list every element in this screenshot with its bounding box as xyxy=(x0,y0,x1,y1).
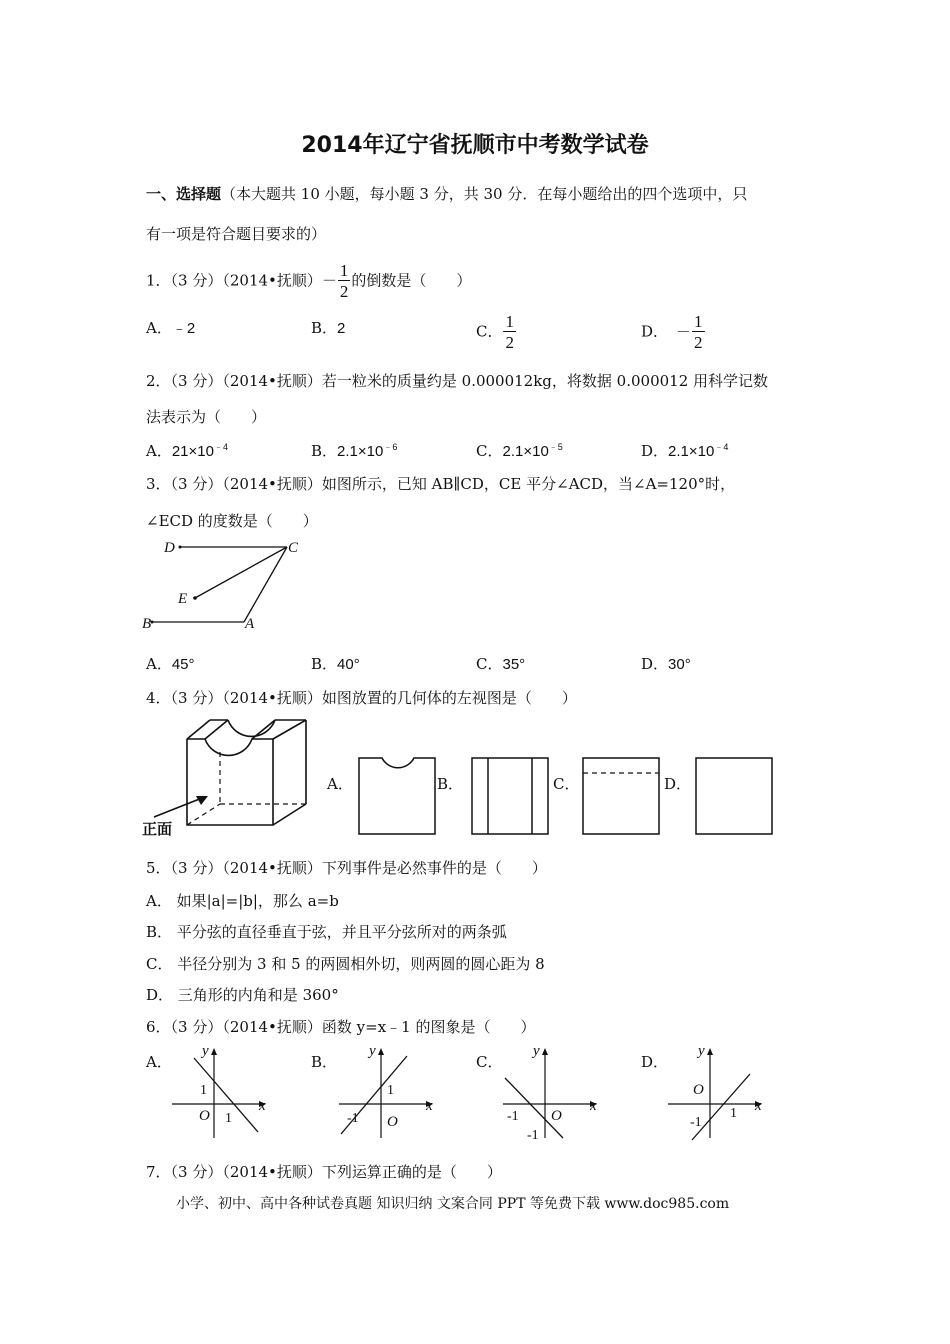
question-3-line-1: 3．（3 分）（2014•抚顺）如图所示，已知 AB∥CD，CE 平分∠ACD，当∠A=120°时， xyxy=(146,475,736,493)
label-d: D xyxy=(164,540,175,556)
view-outline xyxy=(472,758,548,834)
option-label: C． xyxy=(476,442,503,460)
label-c: C xyxy=(288,540,299,556)
q1-frac-den: 2 xyxy=(339,282,349,301)
question-7-line-1: 7．（3 分）（2014•抚顺）下列运算正确的是（ ） xyxy=(146,1163,502,1181)
frac-den: 2 xyxy=(505,333,514,352)
q2-option-b[interactable] xyxy=(311,440,397,461)
q1-fraction xyxy=(338,262,351,300)
label-a: A xyxy=(245,616,255,632)
q6-option-a-graph[interactable] xyxy=(170,1042,280,1142)
q4-option-d-label[interactable]: D． xyxy=(664,775,692,793)
axis-y-label: y xyxy=(533,1043,540,1059)
point-d xyxy=(179,546,182,549)
q6-option-b-graph[interactable] xyxy=(337,1042,447,1142)
q3-option-a[interactable] xyxy=(146,653,195,674)
y-axis-arrow xyxy=(707,1048,713,1055)
axis-y-label: y xyxy=(202,1043,209,1059)
question-5-line-1: 5．（3 分）（2014•抚顺）下列事件是必然事件的是（ ） xyxy=(146,859,547,877)
option-exp: ﹣4 xyxy=(213,442,228,452)
q2-option-c[interactable] xyxy=(476,440,563,461)
section-head: 一、选择题 xyxy=(146,185,222,203)
page-title: 2014年辽宁省抚顺市中考数学试卷 xyxy=(301,133,649,158)
view-outline xyxy=(696,758,772,834)
tick-x-neg1: -1 xyxy=(507,1109,519,1124)
origin-label: O xyxy=(387,1114,398,1130)
option-label: D． xyxy=(641,442,669,460)
q4-option-b-label[interactable]: B． xyxy=(437,775,464,793)
tick-y-neg1: -1 xyxy=(690,1115,702,1130)
q1-neg: － xyxy=(321,271,337,290)
q6-option-c-label[interactable]: C． xyxy=(476,1053,503,1071)
axis-y-label: y xyxy=(369,1043,376,1059)
option-text: 2 xyxy=(337,320,346,337)
question-2-line-1: 2．（3 分）（2014•抚顺）若一粒米的质量约是 0.000012kg，将数据 0.000012 用科学记数 xyxy=(146,372,769,390)
q2-option-d[interactable] xyxy=(641,440,728,461)
question-6-line-1: 6．（3 分）（2014•抚顺）函数 y=x﹣1 的图象是（ ） xyxy=(146,1018,536,1036)
frac-num: 1 xyxy=(694,312,703,331)
y-axis-arrow xyxy=(211,1048,217,1055)
q6-option-c-graph[interactable] xyxy=(501,1042,611,1142)
q5-option-c[interactable]: C． 半径分别为 3 和 5 的两圆相外切，则两圆的圆心距为 8 xyxy=(146,955,545,973)
option-label: B． xyxy=(311,655,338,673)
axis-x-label: x xyxy=(590,1098,597,1114)
q3-figure xyxy=(140,535,310,635)
origin-label: O xyxy=(199,1108,210,1124)
y-axis-arrow xyxy=(378,1048,384,1055)
q3-option-b[interactable] xyxy=(311,653,360,674)
q2-option-a[interactable] xyxy=(146,440,228,461)
q1-d-fraction xyxy=(692,313,705,351)
option-label: B． xyxy=(311,442,338,460)
back-notch xyxy=(228,720,275,736)
option-label: B． xyxy=(311,319,338,337)
label-e: E xyxy=(178,591,188,607)
view-outline xyxy=(583,758,659,834)
q1-suffix: 的倒数是（ ） xyxy=(351,271,472,290)
option-label: D． xyxy=(641,322,669,341)
option-label: A． xyxy=(146,319,172,337)
option-exp: ﹣4 xyxy=(714,442,729,452)
question-3-line-2: ∠ECD 的度数是（ ） xyxy=(146,512,318,530)
edge xyxy=(273,720,306,739)
tick-x-1: 1 xyxy=(225,1111,232,1126)
point-e xyxy=(193,596,197,600)
option-exp: ﹣5 xyxy=(548,442,563,452)
frac-num: 1 xyxy=(505,312,514,331)
q1-option-c[interactable] xyxy=(476,313,517,351)
frac-den: 2 xyxy=(694,333,703,352)
page-footer: 小学、初中、高中各种试卷真题 知识归纳 文案合同 PPT 等免费下载 www.doc985.com xyxy=(176,1196,730,1212)
q6-option-d-graph[interactable] xyxy=(666,1042,776,1142)
option-text: 30° xyxy=(668,656,691,673)
question-4-line-1: 4．（3 分）（2014•抚顺）如图放置的几何体的左视图是（ ） xyxy=(146,689,577,707)
tick-x-neg1: -1 xyxy=(347,1111,359,1126)
axis-x-label: x xyxy=(259,1098,266,1114)
q3-option-c[interactable] xyxy=(476,653,525,674)
option-exp: ﹣6 xyxy=(383,442,398,452)
option-label: C． xyxy=(476,655,503,673)
line-ec xyxy=(195,547,287,598)
view-arrow xyxy=(154,798,202,817)
axis-y-label: y xyxy=(698,1043,705,1059)
q5-option-d[interactable]: D． 三角形的内角和是 360° xyxy=(146,986,339,1004)
q1-option-b[interactable] xyxy=(311,317,345,338)
question-2-line-2: 法表示为（ ） xyxy=(146,408,267,426)
neg-sign: － xyxy=(676,322,692,341)
edge xyxy=(187,720,210,739)
label-b: B xyxy=(142,616,152,632)
option-label: C． xyxy=(476,322,503,341)
origin-label: O xyxy=(693,1082,704,1098)
q4-option-a-figure[interactable] xyxy=(358,757,438,837)
edge xyxy=(205,720,228,739)
q6-option-b-label[interactable]: B． xyxy=(311,1053,338,1071)
tick-x-1: 1 xyxy=(730,1106,737,1121)
q1-option-d[interactable] xyxy=(641,313,706,351)
q4-option-c-label[interactable]: C． xyxy=(553,775,580,793)
front-label: 正面 xyxy=(142,820,173,838)
q6-option-a-label[interactable]: A． xyxy=(146,1053,172,1071)
edge xyxy=(273,804,306,825)
q4-option-b-figure[interactable] xyxy=(471,757,551,837)
tick-y-1: 1 xyxy=(200,1083,207,1098)
q5-option-a[interactable]: A． 如果|a|=|b|，那么 a=b xyxy=(146,892,339,910)
axis-x-label: x xyxy=(755,1098,762,1114)
option-text: 35° xyxy=(502,656,526,673)
axis-x-label: x xyxy=(426,1098,433,1114)
section-desc-2: 有一项是符合题目要求的） xyxy=(146,225,327,243)
option-text: 40° xyxy=(337,656,360,673)
front-face xyxy=(187,739,273,825)
option-base: 2.1×10 xyxy=(337,443,384,460)
hidden-edge xyxy=(187,804,220,825)
q3-option-d[interactable] xyxy=(641,653,691,674)
q1-prefix: 1．（3 分）（2014•抚顺） xyxy=(146,271,322,290)
front-notch xyxy=(187,739,273,755)
option-base: 2.1×10 xyxy=(502,443,549,460)
section-header xyxy=(146,183,747,204)
option-text: 45° xyxy=(171,656,195,673)
section-desc-1: （本大题共 10 小题，每小题 3 分，共 30 分．在每小题给出的四个选项中，只 xyxy=(221,185,748,203)
q1-c-fraction xyxy=(503,313,516,351)
q1-frac-num: 1 xyxy=(339,261,349,280)
option-base: 21×10 xyxy=(171,443,214,460)
option-label: A． xyxy=(146,655,172,673)
option-text: ﹣2 xyxy=(171,320,196,337)
q6-option-d-label[interactable]: D． xyxy=(641,1053,669,1071)
q4-option-d-figure[interactable] xyxy=(695,757,775,837)
tick-y-1: 1 xyxy=(387,1083,394,1098)
option-label: A． xyxy=(146,442,172,460)
origin-label: O xyxy=(551,1108,562,1124)
q1-option-a[interactable] xyxy=(146,317,195,338)
tick-y-neg1: -1 xyxy=(527,1128,539,1143)
option-base: 2.1×10 xyxy=(668,443,715,460)
question-1 xyxy=(146,262,471,300)
q5-option-b[interactable]: B． 平分弦的直径垂直于弦，并且平分弦所对的两条弧 xyxy=(146,923,507,941)
q4-option-c-figure[interactable] xyxy=(582,757,662,837)
y-axis-arrow xyxy=(542,1048,548,1055)
q4-option-a-label[interactable]: A． xyxy=(327,775,353,793)
option-label: D． xyxy=(641,655,669,673)
view-outline xyxy=(359,758,435,834)
